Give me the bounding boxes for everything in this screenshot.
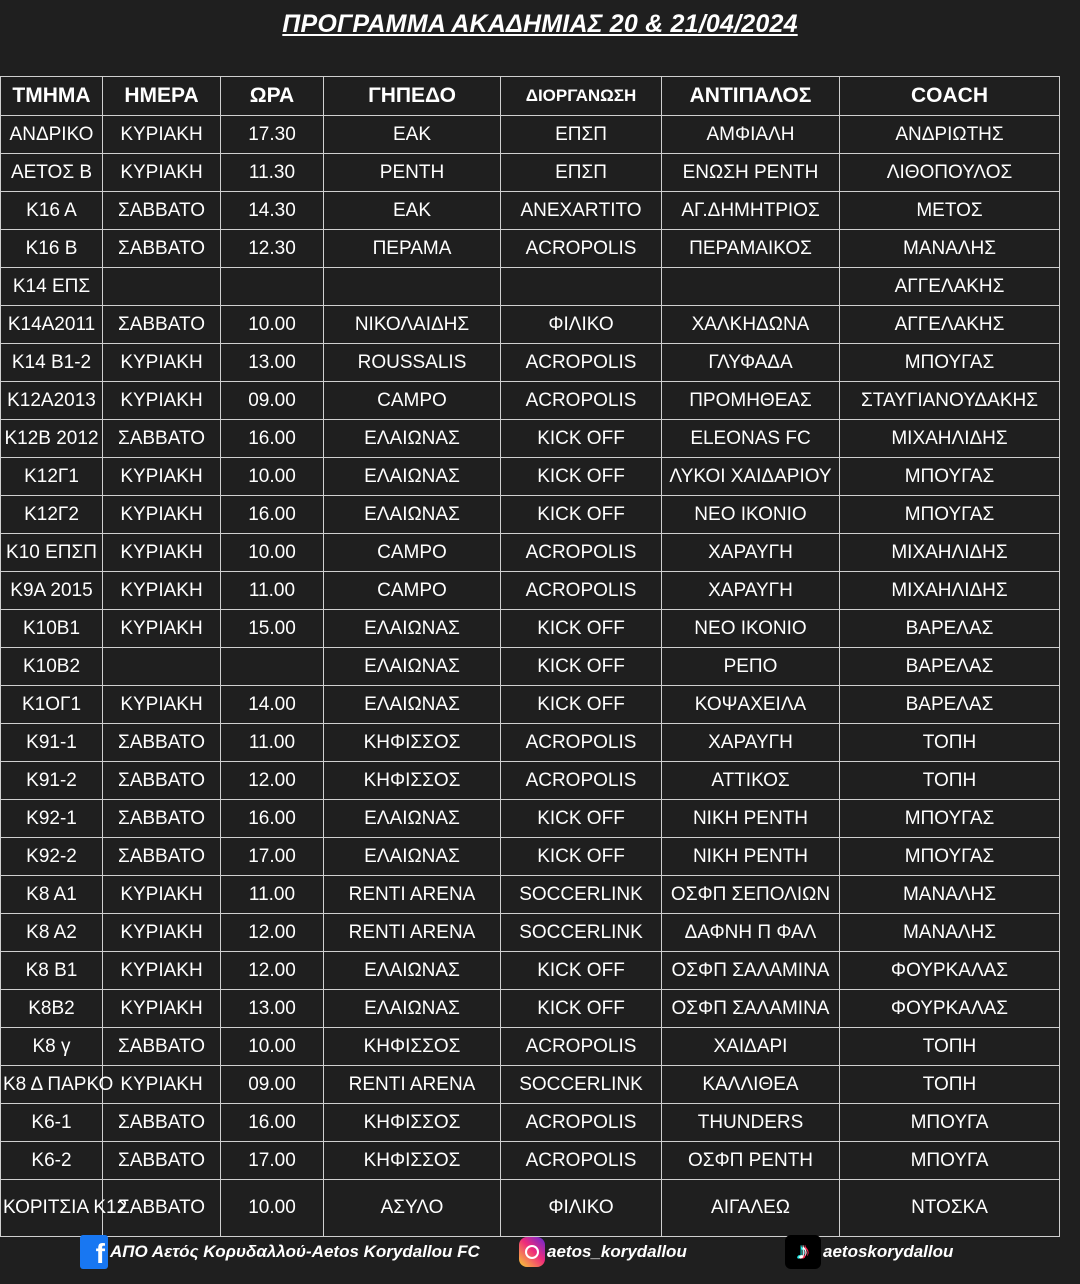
cell-field: RENTI ARENA <box>324 914 501 952</box>
cell-team: Κ6-2 <box>1 1142 103 1180</box>
cell-time <box>221 268 324 306</box>
cell-coach: ΜΠΟΥΓΑΣ <box>840 458 1060 496</box>
table-row <box>1 724 1060 762</box>
table-row <box>1 534 1060 572</box>
cell-day: ΣΑΒΒΑΤΟ <box>103 230 221 268</box>
cell-team: Κ14 ΕΠΣ <box>1 268 103 306</box>
cell-day: ΚΥΡΙΑΚΗ <box>103 534 221 572</box>
cell-team: Κ12Γ1 <box>1 458 103 496</box>
cell-opponent: ELEONAS FC <box>662 420 840 458</box>
table-row <box>1 382 1060 420</box>
cell-opponent: ΧΑΙΔΑΡΙ <box>662 1028 840 1066</box>
cell-opponent: THUNDERS <box>662 1104 840 1142</box>
cell-opponent: ΕΝΩΣΗ ΡΕΝΤΗ <box>662 154 840 192</box>
cell-field: ROUSSALIS <box>324 344 501 382</box>
table-row <box>1 154 1060 192</box>
cell-opponent: ΑΜΦΙΑΛΗ <box>662 116 840 154</box>
header-cell-time: ΩΡΑ <box>221 77 324 116</box>
header-cell-coach: COACH <box>840 77 1060 116</box>
cell-field: CAMPO <box>324 382 501 420</box>
cell-field: ΚΗΦΙΣΣΟΣ <box>324 762 501 800</box>
cell-day: ΣΑΒΒΑΤΟ <box>103 420 221 458</box>
cell-field: ΕΛΑΙΩΝΑΣ <box>324 838 501 876</box>
schedule-table <box>0 76 1060 1237</box>
cell-team: Κ8 γ <box>1 1028 103 1066</box>
cell-day: ΚΥΡΙΑΚΗ <box>103 914 221 952</box>
cell-field: ΚΗΦΙΣΣΟΣ <box>324 1142 501 1180</box>
cell-competition: ACROPOLIS <box>501 1028 662 1066</box>
table-row <box>1 116 1060 154</box>
cell-field: ΠΕΡΑΜΑ <box>324 230 501 268</box>
table-row <box>1 952 1060 990</box>
cell-time: 16.00 <box>221 800 324 838</box>
cell-field: ΑΣΥΛΟ <box>324 1180 501 1237</box>
cell-competition: SOCCERLINK <box>501 876 662 914</box>
cell-coach: ΦΟΥΡΚΑΛΑΣ <box>840 952 1060 990</box>
cell-opponent: ΝΕΟ ΙΚΟΝΙΟ <box>662 610 840 648</box>
cell-coach: ΜΠΟΥΓΑΣ <box>840 800 1060 838</box>
cell-field: ΕΑΚ <box>324 116 501 154</box>
cell-coach: ΒΑΡΕΛΑΣ <box>840 686 1060 724</box>
cell-day <box>103 648 221 686</box>
cell-day: ΣΑΒΒΑΤΟ <box>103 1104 221 1142</box>
cell-time: 16.00 <box>221 1104 324 1142</box>
cell-day: ΣΑΒΒΑΤΟ <box>103 724 221 762</box>
cell-coach: ΜΙΧΑΗΛΙΔΗΣ <box>840 534 1060 572</box>
cell-day: ΣΑΒΒΑΤΟ <box>103 838 221 876</box>
cell-opponent: ΝΙΚΗ ΡΕΝΤΗ <box>662 800 840 838</box>
cell-time: 10.00 <box>221 306 324 344</box>
cell-coach: ΤΟΠΗ <box>840 1028 1060 1066</box>
table-row <box>1 230 1060 268</box>
cell-competition: ACROPOLIS <box>501 534 662 572</box>
cell-day: ΚΥΡΙΑΚΗ <box>103 458 221 496</box>
table-row <box>1 192 1060 230</box>
cell-opponent: ΧΑΛΚΗΔΩΝΑ <box>662 306 840 344</box>
cell-time: 12.00 <box>221 952 324 990</box>
cell-competition: ΦΙΛΙΚΟ <box>501 1180 662 1237</box>
cell-team: Κ12Α2013 <box>1 382 103 420</box>
cell-field: ΕΛΑΙΩΝΑΣ <box>324 990 501 1028</box>
table-row <box>1 838 1060 876</box>
table-row <box>1 1142 1060 1180</box>
cell-competition: KICK OFF <box>501 648 662 686</box>
cell-opponent: ΧΑΡΑΥΓΗ <box>662 572 840 610</box>
cell-coach: ΜΕΤΟΣ <box>840 192 1060 230</box>
table-row <box>1 1104 1060 1142</box>
cell-team: Κ10 ΕΠΣΠ <box>1 534 103 572</box>
table-row <box>1 648 1060 686</box>
table-row <box>1 344 1060 382</box>
cell-opponent: ΝΙΚΗ ΡΕΝΤΗ <box>662 838 840 876</box>
cell-field: ΡΕΝΤΗ <box>324 154 501 192</box>
tiktok-icon: ♪ <box>785 1235 821 1269</box>
cell-opponent: ΝΕΟ ΙΚΟΝΙΟ <box>662 496 840 534</box>
cell-opponent: ΟΣΦΠ ΣΑΛΑΜΙΝΑ <box>662 990 840 1028</box>
table-row <box>1 458 1060 496</box>
cell-competition: ACROPOLIS <box>501 344 662 382</box>
cell-coach: ΜΑΝΑΛΗΣ <box>840 914 1060 952</box>
cell-competition: KICK OFF <box>501 420 662 458</box>
cell-coach: ΑΓΓΕΛΑΚΗΣ <box>840 268 1060 306</box>
cell-opponent: ΟΣΦΠ ΣΑΛΑΜΙΝΑ <box>662 952 840 990</box>
header-cell-competition: ΔΙΟΡΓΑΝΩΣΗ <box>501 77 662 116</box>
cell-time: 09.00 <box>221 1066 324 1104</box>
cell-time: 16.00 <box>221 496 324 534</box>
cell-day: ΚΥΡΙΑΚΗ <box>103 344 221 382</box>
cell-field: ΚΗΦΙΣΣΟΣ <box>324 724 501 762</box>
cell-opponent: ΧΑΡΑΥΓΗ <box>662 724 840 762</box>
cell-coach: ΜΠΟΥΓΑ <box>840 1104 1060 1142</box>
cell-team: ΚΟΡΙΤΣΙΑ Κ12 <box>1 1180 103 1237</box>
cell-day: ΚΥΡΙΑΚΗ <box>103 1066 221 1104</box>
cell-coach: ΦΟΥΡΚΑΛΑΣ <box>840 990 1060 1028</box>
cell-time: 10.00 <box>221 458 324 496</box>
cell-competition: KICK OFF <box>501 496 662 534</box>
cell-coach: ΒΑΡΕΛΑΣ <box>840 610 1060 648</box>
table-row <box>1 762 1060 800</box>
cell-time: 14.00 <box>221 686 324 724</box>
cell-day: ΚΥΡΙΑΚΗ <box>103 154 221 192</box>
cell-field: ΕΑΚ <box>324 192 501 230</box>
cell-day: ΚΥΡΙΑΚΗ <box>103 876 221 914</box>
cell-team: Κ8Β2 <box>1 990 103 1028</box>
cell-team: Κ8 Α1 <box>1 876 103 914</box>
cell-competition: KICK OFF <box>501 686 662 724</box>
cell-time: 12.30 <box>221 230 324 268</box>
cell-coach: ΤΟΠΗ <box>840 762 1060 800</box>
cell-time: 12.00 <box>221 914 324 952</box>
cell-time: 11.00 <box>221 724 324 762</box>
cell-opponent: ΑΤΤΙΚΟΣ <box>662 762 840 800</box>
cell-coach: ΑΓΓΕΛΑΚΗΣ <box>840 306 1060 344</box>
cell-field: ΕΛΑΙΩΝΑΣ <box>324 458 501 496</box>
cell-time: 16.00 <box>221 420 324 458</box>
cell-team: Κ92-2 <box>1 838 103 876</box>
table-row <box>1 268 1060 306</box>
cell-team: Κ8 Δ ΠΑΡΚΟ <box>1 1066 103 1104</box>
cell-time: 13.00 <box>221 990 324 1028</box>
cell-time: 11.00 <box>221 572 324 610</box>
header-cell-field: ΓΗΠΕΔΟ <box>324 77 501 116</box>
table-row <box>1 876 1060 914</box>
table-row <box>1 306 1060 344</box>
cell-coach: ΒΑΡΕΛΑΣ <box>840 648 1060 686</box>
cell-team: Κ9Α 2015 <box>1 572 103 610</box>
cell-competition: ΦΙΛΙΚΟ <box>501 306 662 344</box>
cell-team: Κ91-1 <box>1 724 103 762</box>
cell-team: ΑΕΤΟΣ Β <box>1 154 103 192</box>
cell-team: Κ16 Β <box>1 230 103 268</box>
cell-time: 15.00 <box>221 610 324 648</box>
cell-field: ΚΗΦΙΣΣΟΣ <box>324 1104 501 1142</box>
cell-team: Κ12Γ2 <box>1 496 103 534</box>
cell-opponent: ΚΑΛΛΙΘΕΑ <box>662 1066 840 1104</box>
facebook-link[interactable] <box>80 1230 480 1274</box>
cell-competition: ACROPOLIS <box>501 230 662 268</box>
cell-field: ΚΗΦΙΣΣΟΣ <box>324 1028 501 1066</box>
cell-day: ΣΑΒΒΑΤΟ <box>103 1142 221 1180</box>
table-row <box>1 990 1060 1028</box>
cell-day: ΚΥΡΙΑΚΗ <box>103 116 221 154</box>
cell-field: ΕΛΑΙΩΝΑΣ <box>324 496 501 534</box>
cell-field <box>324 268 501 306</box>
table-row <box>1 572 1060 610</box>
cell-competition: KICK OFF <box>501 838 662 876</box>
cell-competition: ACROPOLIS <box>501 762 662 800</box>
cell-coach: ΝΤΟΣΚΑ <box>840 1180 1060 1237</box>
cell-competition: KICK OFF <box>501 800 662 838</box>
cell-field: ΕΛΑΙΩΝΑΣ <box>324 686 501 724</box>
cell-field: ΕΛΑΙΩΝΑΣ <box>324 648 501 686</box>
cell-competition: ΕΠΣΠ <box>501 116 662 154</box>
cell-team: Κ8 Α2 <box>1 914 103 952</box>
cell-time: 13.00 <box>221 344 324 382</box>
cell-time: 10.00 <box>221 1028 324 1066</box>
cell-coach: ΜΠΟΥΓΑ <box>840 1142 1060 1180</box>
cell-time: 17.00 <box>221 838 324 876</box>
cell-competition: KICK OFF <box>501 952 662 990</box>
table-row <box>1 800 1060 838</box>
cell-team: Κ1ΟΓ1 <box>1 686 103 724</box>
cell-field: ΕΛΑΙΩΝΑΣ <box>324 610 501 648</box>
cell-coach: ΛΙΘΟΠΟΥΛΟΣ <box>840 154 1060 192</box>
cell-opponent: ΧΑΡΑΥΓΗ <box>662 534 840 572</box>
cell-team: ΑΝΔΡΙΚΟ <box>1 116 103 154</box>
cell-team: Κ10Β1 <box>1 610 103 648</box>
cell-time: 14.30 <box>221 192 324 230</box>
cell-day: ΣΑΒΒΑΤΟ <box>103 1180 221 1237</box>
cell-competition: ACROPOLIS <box>501 382 662 420</box>
cell-day: ΣΑΒΒΑΤΟ <box>103 192 221 230</box>
cell-competition: ΕΠΣΠ <box>501 154 662 192</box>
cell-competition: ΑΝΕΧΑRΤΙΤΟ <box>501 192 662 230</box>
cell-coach: ΜΠΟΥΓΑΣ <box>840 344 1060 382</box>
instagram-label: aetos_korydallou <box>547 1242 687 1261</box>
cell-field: CAMPO <box>324 572 501 610</box>
facebook-label: ΑΠΟ Αετός Κορυδαλλού-Aetos Korydallou FC <box>110 1242 480 1261</box>
cell-coach: ΜΠΟΥΓΑΣ <box>840 838 1060 876</box>
cell-competition: SOCCERLINK <box>501 1066 662 1104</box>
header-cell-opponent: ΑΝΤΙΠΑΛΟΣ <box>662 77 840 116</box>
cell-team: Κ12Β 2012 <box>1 420 103 458</box>
cell-field: RENTI ARENA <box>324 876 501 914</box>
cell-opponent: ΑΙΓΑΛΕΩ <box>662 1180 840 1237</box>
header-cell-day: ΗΜΕΡΑ <box>103 77 221 116</box>
cell-day: ΚΥΡΙΑΚΗ <box>103 382 221 420</box>
cell-time <box>221 648 324 686</box>
cell-time: 11.00 <box>221 876 324 914</box>
cell-day: ΚΥΡΙΑΚΗ <box>103 990 221 1028</box>
cell-opponent: ΠΡΟΜΗΘΕΑΣ <box>662 382 840 420</box>
schedule-body <box>1 116 1060 1237</box>
cell-competition: ACROPOLIS <box>501 1104 662 1142</box>
tiktok-link[interactable] <box>785 1230 953 1274</box>
cell-team: Κ16 Α <box>1 192 103 230</box>
cell-time: 09.00 <box>221 382 324 420</box>
cell-opponent: ΚΟΨΑΧΕΙΛΑ <box>662 686 840 724</box>
header-cell-team: ΤΜΗΜΑ <box>1 77 103 116</box>
cell-day: ΚΥΡΙΑΚΗ <box>103 686 221 724</box>
cell-coach: ΑΝΔΡΙΩΤΗΣ <box>840 116 1060 154</box>
cell-team: Κ14 Β1-2 <box>1 344 103 382</box>
cell-opponent: ΟΣΦΠ ΣΕΠΟΛΙΩΝ <box>662 876 840 914</box>
cell-time: 17.00 <box>221 1142 324 1180</box>
cell-time: 10.00 <box>221 1180 324 1237</box>
cell-opponent: ΡΕΠΟ <box>662 648 840 686</box>
table-row <box>1 1066 1060 1104</box>
cell-field: ΝΙΚΟΛΑΙΔΗΣ <box>324 306 501 344</box>
cell-coach: ΤΟΠΗ <box>840 1066 1060 1104</box>
instagram-icon <box>519 1237 545 1267</box>
cell-team: Κ10Β2 <box>1 648 103 686</box>
cell-coach: ΜΠΟΥΓΑΣ <box>840 496 1060 534</box>
cell-coach: ΜΑΝΑΛΗΣ <box>840 876 1060 914</box>
cell-day <box>103 268 221 306</box>
cell-opponent <box>662 268 840 306</box>
cell-field: CAMPO <box>324 534 501 572</box>
cell-team: Κ14Α2011 <box>1 306 103 344</box>
cell-competition: KICK OFF <box>501 458 662 496</box>
cell-opponent: ΟΣΦΠ ΡΕΝΤΗ <box>662 1142 840 1180</box>
table-row <box>1 610 1060 648</box>
table-row <box>1 1180 1060 1237</box>
cell-opponent: ΓΛΥΦΑΔΑ <box>662 344 840 382</box>
cell-time: 11.30 <box>221 154 324 192</box>
cell-team: Κ92-1 <box>1 800 103 838</box>
page-title: ΠΡΟΓΡΑΜΜΑ ΑΚΑΔΗΜΙΑΣ 20 & 21/04/2024 <box>282 10 798 38</box>
cell-time: 17.30 <box>221 116 324 154</box>
table-row <box>1 496 1060 534</box>
cell-competition: KICK OFF <box>501 610 662 648</box>
cell-field: RENTI ARENA <box>324 1066 501 1104</box>
cell-competition: ACROPOLIS <box>501 724 662 762</box>
cell-opponent: ΠΕΡΑΜΑΙΚΟΣ <box>662 230 840 268</box>
cell-day: ΚΥΡΙΑΚΗ <box>103 952 221 990</box>
cell-opponent: ΔΑΦΝΗ Π ΦΑΛ <box>662 914 840 952</box>
cell-coach: ΤΟΠΗ <box>840 724 1060 762</box>
table-row <box>1 420 1060 458</box>
cell-day: ΣΑΒΒΑΤΟ <box>103 306 221 344</box>
header-row <box>1 77 1060 116</box>
table-row <box>1 914 1060 952</box>
cell-team: Κ91-2 <box>1 762 103 800</box>
cell-coach: ΜΙΧΑΗΛΙΔΗΣ <box>840 420 1060 458</box>
cell-field: ΕΛΑΙΩΝΑΣ <box>324 952 501 990</box>
cell-day: ΚΥΡΙΑΚΗ <box>103 496 221 534</box>
cell-field: ΕΛΑΙΩΝΑΣ <box>324 420 501 458</box>
cell-day: ΚΥΡΙΑΚΗ <box>103 572 221 610</box>
cell-competition: ACROPOLIS <box>501 1142 662 1180</box>
cell-competition: SOCCERLINK <box>501 914 662 952</box>
cell-time: 12.00 <box>221 762 324 800</box>
cell-opponent: ΛΥΚΟΙ ΧΑΙΔΑΡΙΟΥ <box>662 458 840 496</box>
cell-team: Κ8 Β1 <box>1 952 103 990</box>
cell-competition: KICK OFF <box>501 990 662 1028</box>
cell-day: ΣΑΒΒΑΤΟ <box>103 800 221 838</box>
cell-time: 10.00 <box>221 534 324 572</box>
cell-day: ΣΑΒΒΑΤΟ <box>103 762 221 800</box>
cell-opponent: ΑΓ.ΔΗΜΗΤΡΙΟΣ <box>662 192 840 230</box>
footer <box>0 1230 1080 1280</box>
cell-coach: ΜΑΝΑΛΗΣ <box>840 230 1060 268</box>
cell-day: ΣΑΒΒΑΤΟ <box>103 1028 221 1066</box>
table-row <box>1 686 1060 724</box>
tiktok-label: aetoskorydallou <box>823 1242 954 1261</box>
facebook-icon: f <box>80 1235 108 1269</box>
instagram-link[interactable] <box>519 1230 687 1274</box>
cell-coach: ΣΤΑΥΓΙΑΝΟΥΔΑΚΗΣ <box>840 382 1060 420</box>
cell-coach: ΜΙΧΑΗΛΙΔΗΣ <box>840 572 1060 610</box>
table-row <box>1 1028 1060 1066</box>
cell-competition: ACROPOLIS <box>501 572 662 610</box>
cell-day: ΚΥΡΙΑΚΗ <box>103 610 221 648</box>
cell-team: Κ6-1 <box>1 1104 103 1142</box>
cell-competition <box>501 268 662 306</box>
cell-field: ΕΛΑΙΩΝΑΣ <box>324 800 501 838</box>
